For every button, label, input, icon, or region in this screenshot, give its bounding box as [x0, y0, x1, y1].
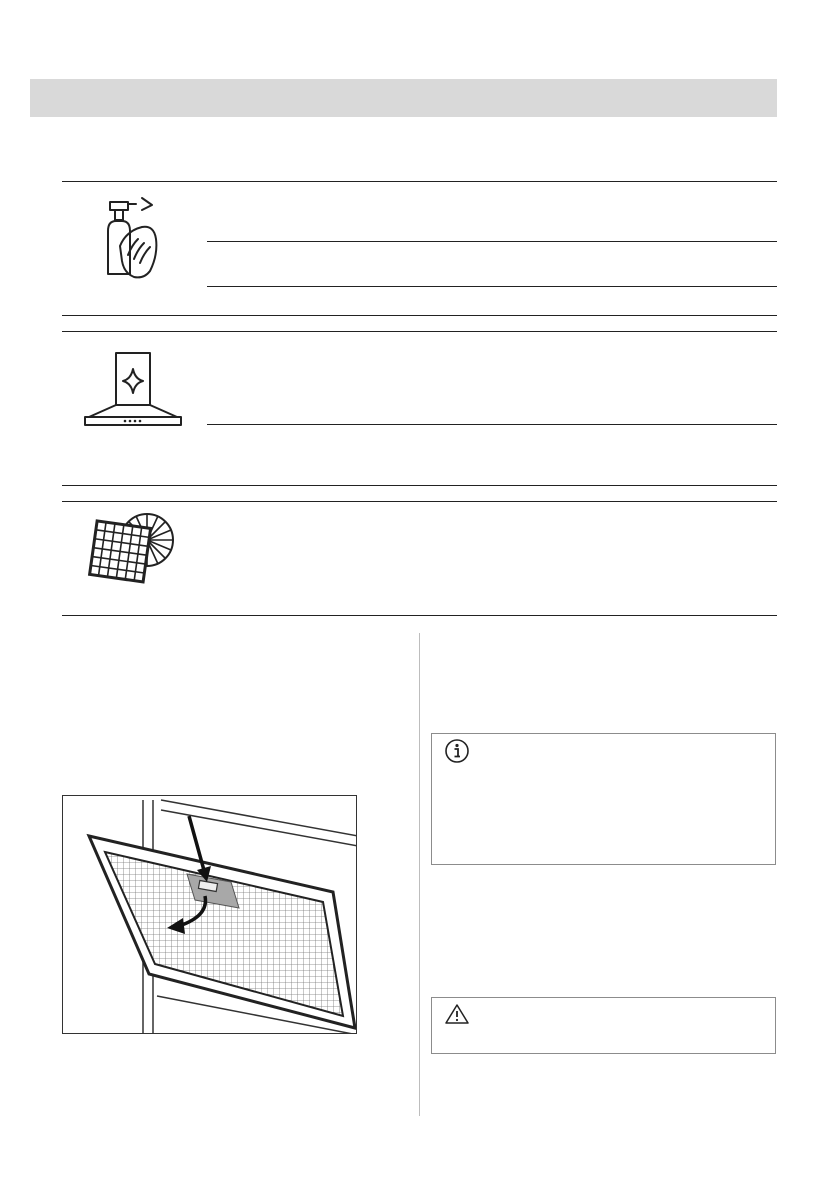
warning-note-box: [431, 997, 776, 1054]
filter-removal-illustration: [62, 795, 357, 1034]
info-note-box: [431, 733, 776, 865]
grease-and-charcoal-filter-icon: [87, 510, 177, 590]
section-3-end-rule: [62, 615, 777, 616]
warning-icon: [444, 1003, 470, 1025]
section-1-bottom-rule: [207, 286, 777, 287]
spray-and-cloth-icon: [98, 193, 168, 283]
section-1-end-rule: [62, 315, 777, 316]
section-2-end-rule: [62, 485, 777, 486]
section-3-top-rule: [62, 501, 777, 502]
cooker-hood-clean-icon: [83, 351, 183, 427]
section-1-top-rule: [62, 181, 777, 182]
info-icon: [444, 738, 470, 764]
column-divider: [419, 633, 420, 1116]
section-1-middle-rule: [207, 241, 777, 242]
section-2-bottom-rule: [207, 424, 777, 425]
section-header-bar: [30, 79, 777, 117]
section-2-top-rule: [62, 331, 777, 332]
